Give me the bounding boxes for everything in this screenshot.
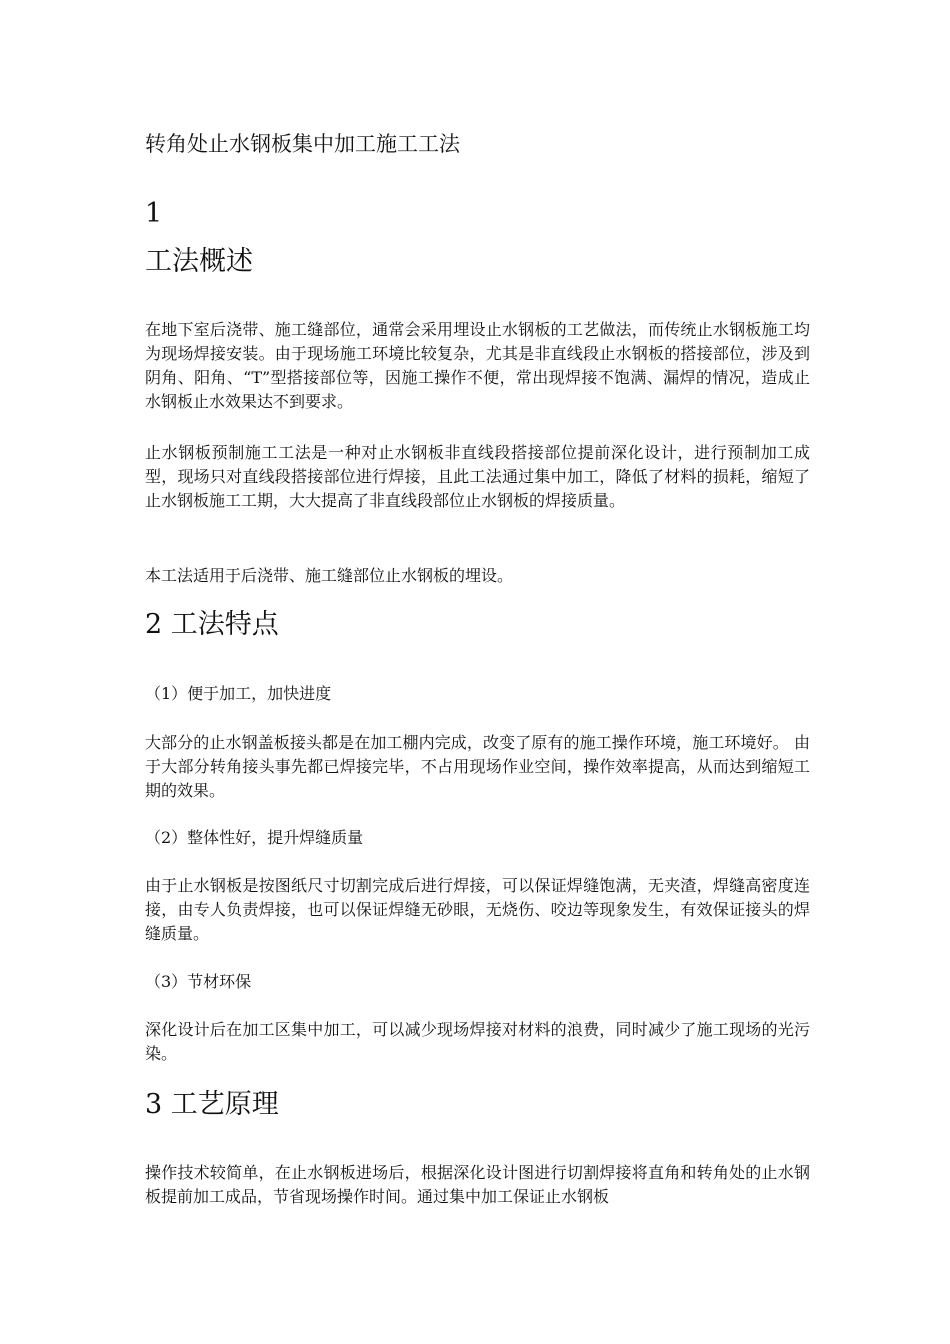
section-3-heading: 3 工艺原理	[145, 1089, 279, 1120]
section-3-paragraph: 操作技术较简单，在止水钢板进场后，根据深化设计图进行切割焊接将直角和转角处的止水钢板提前加工成品，节省现场操作时间。通过集中加工保证止水钢板	[145, 1163, 810, 1206]
section-2-heading: 2 工法特点	[145, 609, 279, 640]
section-2-item-2-text: 由于止水钢板是按图纸尺寸切割完成后进行焊接，可以保证焊缝饱满，无夹渣，焊缝高密度连接，由专人负责焊接，也可以保证焊缝无砂眼，无烧伤、咬边等现象发生，有效保证接头的焊缝质量。	[145, 876, 810, 943]
section-2-item-3-text: 深化设计后在加工区集中加工，可以减少现场焊接对材料的浪费，同时减少了施工现场的光污染。	[145, 1020, 810, 1063]
section-2-item-1-text: 大部分的止水钢盖板接头都是在加工棚内完成，改变了原有的施工操作环境，施工环境好。 由于大部分转角接头事先都已焊接完毕，不占用现场作业空间，操作效率提高，从而达到缩短工期的效果。	[145, 733, 810, 800]
section-1-heading: 工法概述	[145, 246, 253, 277]
section-2-item-2-subheading: （2）整体性好，提升焊缝质量	[145, 828, 364, 847]
section-1-number: 1	[145, 198, 163, 229]
document-title: 转角处止水钢板集中加工施工工法	[145, 132, 460, 156]
section-1-paragraph-1: 在地下室后浇带、施工缝部位，通常会采用埋设止水钢板的工艺做法，而传统止水钢板施工均为现场焊接安装。由于现场施工环境比较复杂，尤其是非直线段止水钢板的搭接部位，涉及到阴角、阳角、“T”型搭接部位等，因施工操作不便，常出现焊接不饱满、漏焊的情况，造成止水钢板止水效果达不到要求。	[145, 320, 810, 411]
section-1-paragraph-3: 本工法适用于后浇带、施工缝部位止水钢板的埋设。	[145, 566, 514, 585]
section-1-paragraph-2: 止水钢板预制施工工法是一种对止水钢板非直线段搭接部位提前深化设计，进行预制加工成型，现场只对直线段搭接部位进行焊接，且此工法通过集中加工，降低了材料的损耗，缩短了止水钢板施工工期，大大提高了非直线段部位止水钢板的焊接质量。	[145, 443, 810, 510]
section-2-item-1-subheading: （1）便于加工，加快进度	[145, 684, 332, 703]
section-2-item-3-subheading: （3）节材环保	[145, 972, 252, 991]
